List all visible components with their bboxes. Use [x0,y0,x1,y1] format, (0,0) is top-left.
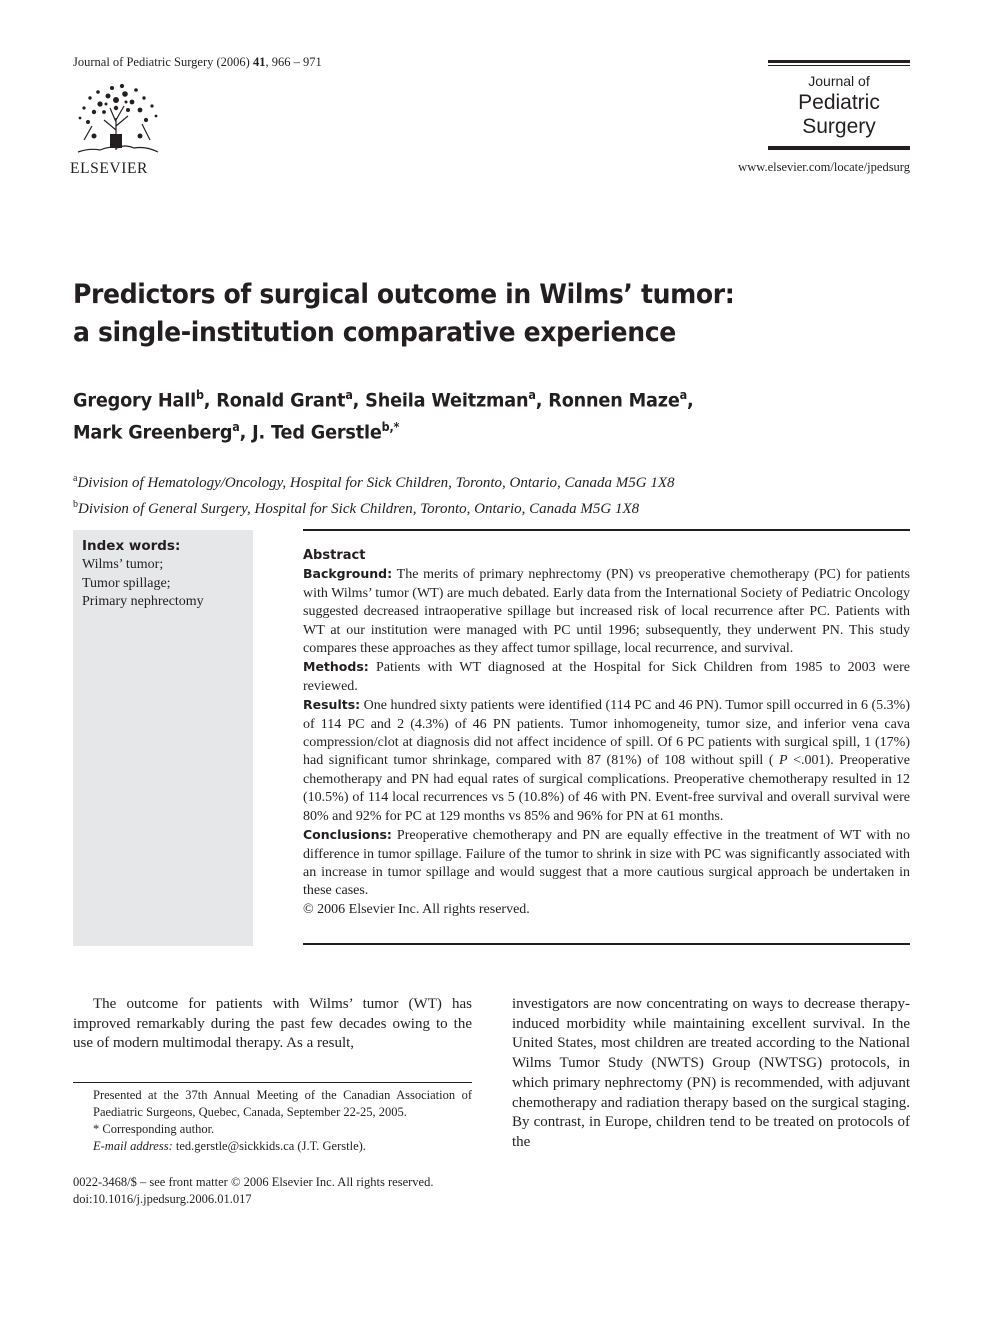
author-separator: , [239,421,253,444]
abstract-rule-bottom [303,943,910,945]
abstract-background [303,565,910,658]
journal-citation [73,55,322,70]
author-affiliation-mark: b [195,388,204,402]
footnote-email-value[interactable]: ted.gerstle@sickkids.ca (J.T. Gerstle). [172,1139,366,1153]
author-separator: , [686,389,694,412]
index-word: Wilms’ tumor; [82,557,164,572]
abstract-results [303,696,910,826]
index-words-box [73,530,253,946]
author-affiliation-mark: a [679,388,687,402]
author-name: Ronnen Maze [548,389,680,412]
abstract [303,547,910,919]
author-separator: , [535,389,549,412]
abstract-conclusions [303,826,910,901]
affiliation-item [73,468,675,494]
author-name: J. Ted Gerstle [252,421,382,444]
affiliation-text: Division of General Surgery, Hospital for Sick Children, Toronto, Ontario, Canada M5G 1X8 [78,501,640,517]
elsevier-wordmark: ELSEVIER [70,160,148,177]
affiliation-mark: b [73,499,78,510]
abstract-conclusions-label: Conclusions: [303,827,392,843]
journal-logo-line1: Journal of [808,73,870,89]
author-affiliation-mark: a [345,388,353,402]
abstract-background-label: Background: [303,566,393,582]
journal-logo-rule-bottom [768,147,910,150]
author-separator: , [352,389,366,412]
citation-volume: 41 [252,55,266,69]
footnote-email [73,1138,472,1155]
index-word: Tumor spillage; [82,575,171,591]
abstract-p-value-symbol: P [779,753,788,769]
author-affiliation-mark: a [528,388,536,402]
issn-line: 0022-3468/$ – see front matter © 2006 Elsevier Inc. All rights reserved. [73,1175,434,1189]
issn-doi-block [73,1174,493,1208]
author-separator: , [203,389,217,412]
citation-journal: Journal of Pediatric Surgery (2006) [73,55,253,69]
elsevier-logo [70,78,166,178]
journal-logo-line2: Pediatric [798,91,880,115]
author-list [73,382,854,447]
abstract-methods [303,658,910,696]
index-word: Primary nephrectomy [82,594,204,609]
abstract-methods-text: Patients with WT diagnosed at the Hospital for Sick Children from 1985 to 2003 were reviewed. [303,660,910,694]
footnote-presented: Presented at the 37th Annual Meeting of the Canadian Association of Paediatric Surgeons, Quebec, Canada, September 22-25, 2005. [93,1088,472,1119]
citation-pages: , 966 – 971 [265,55,322,69]
journal-url-link[interactable]: www.elsevier.com/locate/jpedsurg [738,160,910,174]
abstract-results-text: One hundred sixty patients were identified (114 PC and 46 PN). Tumor spill occurred in 6 (5.3%) of 114 PC and 2 (4.3%) of 46 PN patients. Tumor inhomogeneity, tumor size, and inferior vena cava compression/clot at diagnosis did not affect incidence of spill. Of 6 PC patients with surgical spill, 1 (17%) had significant tumor shrinkage, compared with 87 (81%) of 108 without spill ( [303,698,910,769]
elsevier-tree-icon [70,78,164,162]
abstract-methods-label: Methods: [303,659,369,675]
author-affiliation-mark: b,* [381,420,400,435]
index-words-heading: Index words: [82,538,181,554]
body-column-left: The outcome for patients with Wilms’ tumor (WT) has improved remarkably during the past few decades owing to the use of modern multimodal therapy. As a result, [73,996,472,1052]
affiliation-list [73,468,675,520]
abstract-copyright: © 2006 Elsevier Inc. All rights reserved. [303,901,530,917]
affiliation-text: Division of Hematology/Oncology, Hospital for Sick Children, Toronto, Ontario, Canada M5G 1X8 [77,475,675,491]
abstract-heading: Abstract [303,548,366,563]
journal-logo-line3: Surgery [802,115,876,139]
author-name: Mark Greenberg [73,421,233,444]
footnotes [73,1087,472,1155]
article-title-line2: a single-institution comparative experience [73,317,676,348]
footnote-rule [73,1082,472,1083]
article-title [73,276,854,352]
doi-line[interactable]: doi:10.1016/j.jpedsurg.2006.01.017 [73,1192,252,1206]
abstract-results-text-continued: <.001). Preoperative chemotherapy and PN had equal rates of surgical complications. Preoperative chemotherapy resulted in 12 (10.5%) of 114 local recurrences vs 5 (10.8%) of 46 with PN. Event-free survival and overall survival were 80% and 92% for PC at 129 months vs 85% and 96% for PN at 61 months. [303,753,910,824]
abstract-background-text: The merits of primary nephrectomy (PN) vs preoperative chemotherapy (PC) for patients with Wilms’ tumor (WT) are much debated. Early data from the International Society of Pediatric Oncology suggested decreased intraoperative spillage but increased risk of local recurrence after PC. Patients with WT at our institution were managed with PC until 1996; subsequently, they underwent PN. This study compares these approaches as they affect tumor spillage, local recurrence, and survival. [303,567,910,657]
body-column-right: investigators are now concentrating on ways to decrease therapy-induced morbidity while maintaining excellent survival. In the United States, most children are treated according to the National Wilms Tumor Study (NWTS) Group (NWTSG) protocols, in which primary nephrectomy (PN) is recommended, with adjuvant chemotherapy and radiation therapy based on the surgical staging. By contrast, in Europe, children tend to be treated on protocols of the [512,996,910,1150]
article-title-line1: Predictors of surgical outcome in Wilms’ tumor: [73,279,735,310]
author-name: Ronald Grant [216,389,346,412]
author-name: Sheila Weitzman [365,389,529,412]
abstract-rule-top [303,529,910,531]
author-affiliation-mark: a [232,420,240,435]
journal-logo-rule-top [768,60,910,63]
affiliation-mark: a [73,473,78,484]
abstract-conclusions-text: Preoperative chemotherapy and PN are equally effective in the treatment of WT with no difference in tumor spillage. Failure of the tumor to shrink in size with PC was significantly associated with an increase in tumor spillage and would suggest that a more cautious surgical approach be undertaken in these cases. [303,828,910,899]
abstract-results-label: Results: [303,697,361,713]
journal-logo [768,60,910,150]
affiliation-item [73,494,675,520]
author-name: Gregory Hall [73,389,196,412]
footnote-email-label: E-mail address: [93,1139,173,1153]
footnote-corresponding: * Corresponding author. [93,1122,215,1136]
